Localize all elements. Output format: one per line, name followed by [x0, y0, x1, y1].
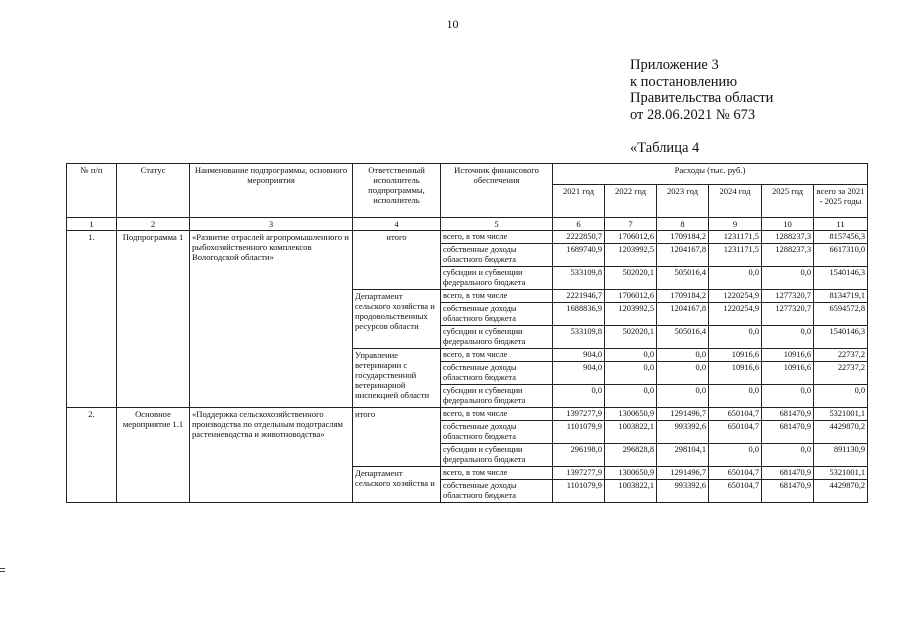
value-cell: 1689740,9	[553, 244, 605, 267]
column-number: 8	[657, 218, 709, 231]
value-cell: 650104,7	[709, 480, 762, 503]
value-cell: 1220254,9	[709, 290, 762, 303]
column-number: 10	[762, 218, 814, 231]
header-executor: Ответственный исполнитель подпрограммы, исполнитель	[353, 164, 441, 218]
value-cell: 0,0	[762, 385, 814, 408]
page-number: 10	[446, 17, 459, 31]
value-cell: 681470,9	[762, 467, 814, 480]
value-cell: 502020,1	[605, 267, 657, 290]
appendix-line-4: от 28.06.2021 № 673	[630, 106, 756, 123]
value-cell: 0,0	[814, 385, 868, 408]
value-cell: 904,0	[553, 349, 605, 362]
row-source: всего, в том числе	[441, 349, 553, 362]
value-cell: 1688836,9	[553, 303, 605, 326]
header-status: Статус	[117, 164, 190, 218]
header-year: 2022 год	[605, 185, 657, 218]
appendix-line-3: Правительства области	[630, 90, 774, 106]
value-cell: 10916,6	[709, 362, 762, 385]
value-cell: 0,0	[709, 326, 762, 349]
value-cell: 2222850,7	[553, 231, 605, 244]
value-cell: 993392,6	[657, 480, 709, 503]
value-cell: 298104,1	[657, 444, 709, 467]
value-cell: 1540146,3	[814, 326, 868, 349]
value-cell: 10916,6	[762, 349, 814, 362]
value-cell: 505016,4	[657, 326, 709, 349]
value-cell: 1204167,8	[657, 303, 709, 326]
appendix-line-2: к постановлению	[630, 73, 738, 90]
appendix-line-1: Приложение 3	[630, 57, 719, 73]
value-cell: 0,0	[605, 362, 657, 385]
value-cell: 1101079,9	[553, 480, 605, 503]
value-cell: 993392,6	[657, 421, 709, 444]
row-source: субсидии и субвенции федерального бюджета	[441, 444, 553, 467]
row-status: Основное мероприятие 1.1	[117, 408, 190, 503]
value-cell: 1204167,8	[657, 244, 709, 267]
value-cell: 0,0	[762, 267, 814, 290]
value-cell: 5321001,1	[814, 408, 868, 421]
column-number: 4	[353, 218, 441, 231]
header-year: 2024 год	[709, 185, 762, 218]
row-source: всего, в том числе	[441, 231, 553, 244]
row-source: всего, в том числе	[441, 467, 553, 480]
value-cell: 1397277,9	[553, 467, 605, 480]
value-cell: 1277320,7	[762, 303, 814, 326]
value-cell: 650104,7	[709, 421, 762, 444]
value-cell: 0,0	[762, 444, 814, 467]
value-cell: 1706012,6	[605, 290, 657, 303]
value-cell: 0,0	[657, 385, 709, 408]
row-source: субсидии и субвенции федерального бюджета	[441, 267, 553, 290]
row-executor: итого	[353, 408, 441, 467]
header-year-total: всего за 2021 - 2025 годы	[814, 185, 868, 218]
value-cell: 1300650,9	[605, 467, 657, 480]
row-number: 1.	[67, 231, 117, 408]
row-executor: Департамент сельского хозяйства и продовольственных ресурсов области	[353, 290, 441, 349]
value-cell: 1277320,7	[762, 290, 814, 303]
row-status: Подпрограмма 1	[117, 231, 190, 408]
row-number: 2.	[67, 408, 117, 503]
column-number: 7	[605, 218, 657, 231]
value-cell: 6617310,0	[814, 244, 868, 267]
value-cell: 2221946,7	[553, 290, 605, 303]
row-source: собственные доходы областного бюджета	[441, 244, 553, 267]
value-cell: 8157456,3	[814, 231, 868, 244]
header-num: № п/п	[67, 164, 117, 218]
value-cell: 1101079,9	[553, 421, 605, 444]
row-source: субсидии и субвенции федерального бюджета	[441, 326, 553, 349]
header-year: 2025 год	[762, 185, 814, 218]
value-cell: 1003822,1	[605, 480, 657, 503]
value-cell: 22737,2	[814, 349, 868, 362]
table-caption: «Таблица 4	[630, 140, 700, 156]
row-source: собственные доходы областного бюджета	[441, 362, 553, 385]
value-cell: 681470,9	[762, 480, 814, 503]
value-cell: 1709184,2	[657, 290, 709, 303]
value-cell: 904,0	[553, 362, 605, 385]
value-cell: 0,0	[709, 444, 762, 467]
value-cell: 22737,2	[814, 362, 868, 385]
value-cell: 10916,6	[762, 362, 814, 385]
value-cell: 0,0	[553, 385, 605, 408]
value-cell: 1706012,6	[605, 231, 657, 244]
column-number: 1	[67, 218, 117, 231]
value-cell: 505016,4	[657, 267, 709, 290]
row-source: собственные доходы областного бюджета	[441, 303, 553, 326]
value-cell: 296198,0	[553, 444, 605, 467]
appendix-block	[630, 57, 773, 123]
value-cell: 0,0	[605, 349, 657, 362]
value-cell: 650104,7	[709, 467, 762, 480]
row-name: «Развитие отраслей агропромышленного и рыбохозяйственного комплексов Вологодской области»	[190, 231, 353, 408]
value-cell: 0,0	[709, 267, 762, 290]
value-cell: 296828,8	[605, 444, 657, 467]
row-source: субсидии и субвенции федерального бюджета	[441, 385, 553, 408]
value-cell: 0,0	[762, 326, 814, 349]
value-cell: 8134719,1	[814, 290, 868, 303]
value-cell: 1397277,9	[553, 408, 605, 421]
value-cell: 0,0	[709, 385, 762, 408]
value-cell: 1220254,9	[709, 303, 762, 326]
value-cell: 1203992,5	[605, 303, 657, 326]
row-source: всего, в том числе	[441, 290, 553, 303]
value-cell: 533109,8	[553, 326, 605, 349]
value-cell: 10916,6	[709, 349, 762, 362]
row-source: собственные доходы областного бюджета	[441, 480, 553, 503]
value-cell: 533109,8	[553, 267, 605, 290]
row-executor: итого	[353, 231, 441, 290]
value-cell: 1231171,5	[709, 231, 762, 244]
header-expenses: Расходы (тыс. руб.)	[553, 164, 868, 185]
value-cell: 4429870,2	[814, 421, 868, 444]
row-source: собственные доходы областного бюджета	[441, 421, 553, 444]
row-source: всего, в том числе	[441, 408, 553, 421]
column-number: 5	[441, 218, 553, 231]
header-year: 2021 год	[553, 185, 605, 218]
column-number: 3	[190, 218, 353, 231]
row-executor: Управление ветеринарии с государственной ветеринарной инспекцией области	[353, 349, 441, 408]
value-cell: 1231171,5	[709, 244, 762, 267]
value-cell: 4429870,2	[814, 480, 868, 503]
column-number: 11	[814, 218, 868, 231]
value-cell: 891130,9	[814, 444, 868, 467]
value-cell: 502020,1	[605, 326, 657, 349]
value-cell: 1003822,1	[605, 421, 657, 444]
value-cell: 1291496,7	[657, 408, 709, 421]
value-cell: 6594572,8	[814, 303, 868, 326]
row-executor: Департамент сельского хозяйства и	[353, 467, 441, 503]
value-cell: 1291496,7	[657, 467, 709, 480]
table-row	[67, 231, 868, 244]
column-number: 2	[117, 218, 190, 231]
table-row	[67, 408, 868, 421]
value-cell: 0,0	[657, 362, 709, 385]
value-cell: 1288237,3	[762, 231, 814, 244]
budget-table	[66, 163, 868, 503]
value-cell: 0,0	[605, 385, 657, 408]
value-cell: 1203992,5	[605, 244, 657, 267]
value-cell: 650104,7	[709, 408, 762, 421]
margin-mark	[0, 568, 5, 575]
value-cell: 0,0	[657, 349, 709, 362]
value-cell: 1709184,2	[657, 231, 709, 244]
value-cell: 1288237,3	[762, 244, 814, 267]
column-number: 9	[709, 218, 762, 231]
column-number: 6	[553, 218, 605, 231]
row-name: «Поддержка сельскохозяйственного производства по отдельным подотраслям растениеводства и животноводства»	[190, 408, 353, 503]
value-cell: 1540146,3	[814, 267, 868, 290]
value-cell: 681470,9	[762, 408, 814, 421]
header-name: Наименование подпрограммы, основного мероприятия	[190, 164, 353, 218]
header-year: 2023 год	[657, 185, 709, 218]
value-cell: 5321001,1	[814, 467, 868, 480]
value-cell: 1300650,9	[605, 408, 657, 421]
header-source: Источник финансового обеспечения	[441, 164, 553, 218]
value-cell: 681470,9	[762, 421, 814, 444]
